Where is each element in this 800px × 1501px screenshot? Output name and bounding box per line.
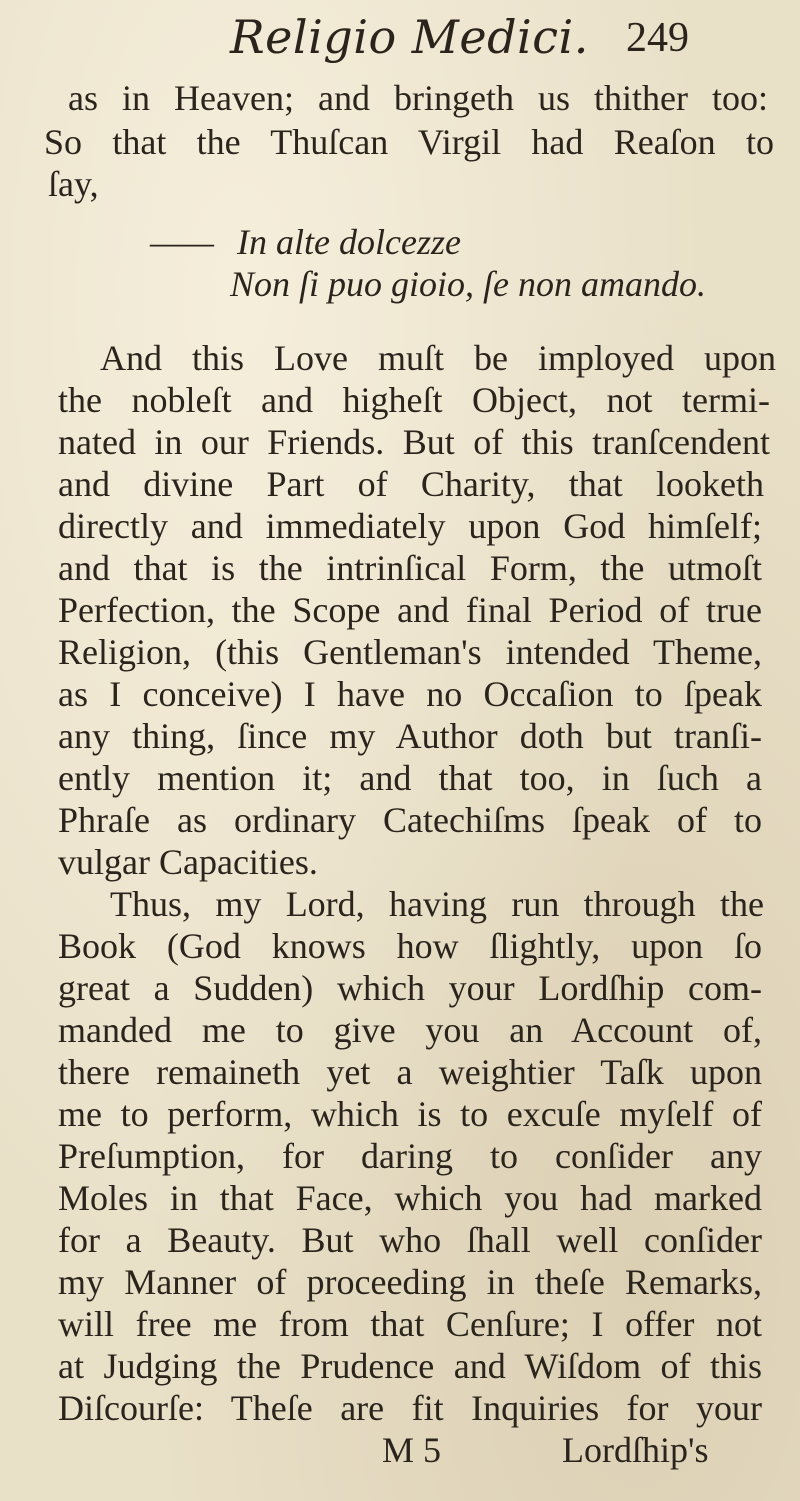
text-line: Perfection, the Scope and final Period of true [58,590,762,630]
running-head [230,10,750,70]
running-head-title: Religio Medici. [230,10,589,64]
text-line: So that the Thuſcan Virgil had Reaſon to [44,122,774,162]
verse-line-1 [150,222,461,262]
page-number: 249 [626,15,689,61]
text-line: any thing, ſince my Author doth but tranſi- [58,716,762,756]
text-line: me to perform, which is to excuſe myſelf of [58,1094,762,1134]
text-line: directly and immediately upon God himſelf; [58,506,762,546]
text-line: there remaineth yet a weightier Taſk upon [58,1052,762,1092]
text-line: Preſumption, for daring to conſider any [58,1136,762,1176]
text-line: manded me to give you an Account of, [58,1010,762,1050]
text-line: at Judging the Prudence and Wiſdom of this [58,1346,762,1386]
text-line: as in Heaven; and bringeth us thither too: [68,78,768,118]
verse-text: In alte dolcezze [237,222,461,262]
text-line: Religion, (this Gentleman's intended Theme, [58,632,762,672]
text-line: my Manner of proceeding in theſe Remarks, [58,1262,762,1302]
text-line: Diſcourſe: Theſe are fit Inquiries for your [58,1388,762,1428]
text-line: as I conceive) I have no Occaſion to ſpeak [58,674,762,714]
text-line: Book (God knows how ſlightly, upon ſo [58,926,762,966]
text-line: ſay, [48,164,99,204]
text-line: And this Love muſt be imployed upon [100,338,776,378]
text-line: Phraſe as ordinary Catechiſms ſpeak of to [58,800,762,840]
text-line: great a Sudden) which your Lordſhip com- [58,968,762,1008]
text-line: vulgar Capacities. [58,842,318,882]
catchword: Lordſhip's [562,1430,709,1470]
signature-mark: M 5 [382,1430,442,1470]
text-line: and that is the intrinſical Form, the utmoſt [58,548,762,588]
text-line: Moles in that Face, which you had marked [58,1178,762,1218]
text-line: nated in our Friends. But of this tranſcendent [58,422,770,462]
text-line: the nobleſt and higheſt Object, not termi- [58,380,770,420]
verse-line-2: Non ſi puo gioio, ſe non amando. [230,264,706,304]
text-line: for a Beauty. But who ſhall well conſider [58,1220,762,1260]
text-line: Thus, my Lord, having run through the [110,884,764,924]
verse-dash: —— [150,222,215,262]
text-line: will free me from that Cenſure; I offer not [58,1304,762,1344]
text-line: and divine Part of Charity, that looketh [58,464,764,504]
text-line: ently mention it; and that too, in ſuch a [58,758,762,798]
